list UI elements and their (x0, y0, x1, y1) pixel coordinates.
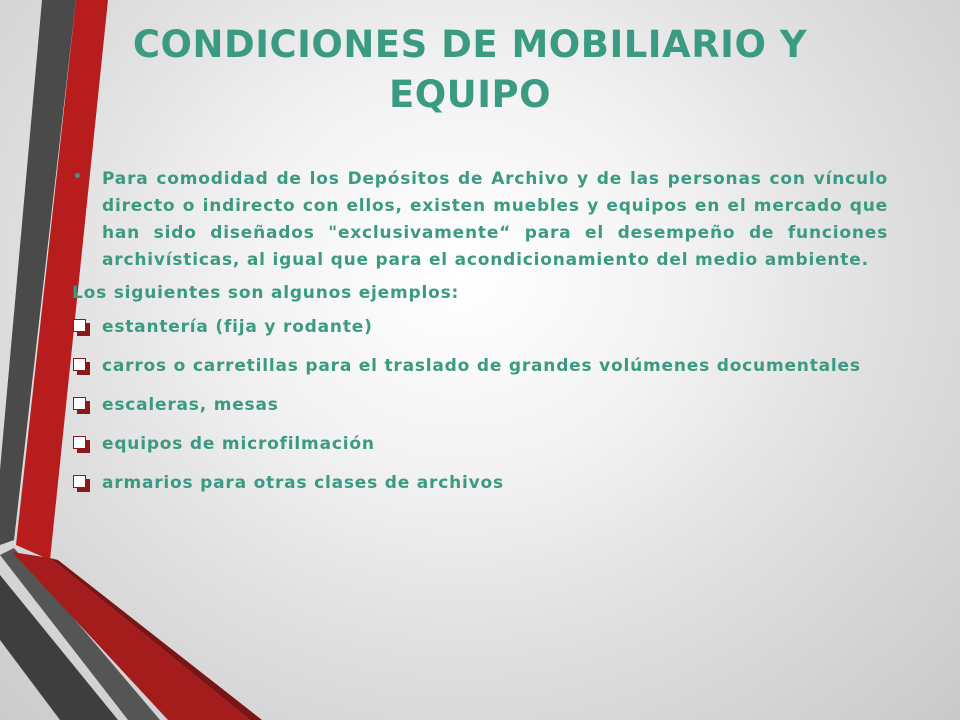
examples-list (68, 315, 888, 495)
main-paragraph (68, 166, 888, 274)
list-item (68, 315, 888, 339)
checkbox-bullet-icon (73, 319, 87, 333)
bullet-dot-icon: • (73, 169, 83, 185)
checkbox-bullet-icon (73, 397, 87, 411)
list-item (68, 432, 888, 456)
slide-content (68, 166, 888, 510)
list-item (68, 471, 888, 495)
list-item (68, 354, 888, 378)
checkbox-bullet-icon (73, 358, 87, 372)
checkbox-bullet-icon (73, 475, 87, 489)
list-item (68, 393, 888, 417)
list-item-label: escaleras, mesas (102, 395, 279, 415)
main-paragraph-text: Para comodidad de los Depósitos de Archivo y de las personas con vínculo directo o indirecto con ellos, existen muebles y equipos en el mercado que han sido diseñados "exclusivamente“ para el desempeño de funciones archivísticas, al igual que para el acondicionamiento del medio ambiente. (102, 169, 888, 270)
examples-intro: Los siguientes son algunos ejemplos: (72, 283, 460, 303)
checkbox-bullet-icon (73, 436, 87, 450)
list-item-label: armarios para otras clases de archivos (102, 473, 504, 493)
slide-title: CONDICIONES DE MOBILIARIO Y EQUIPO (132, 23, 808, 116)
list-item-label: equipos de microfilmación (102, 434, 375, 454)
list-item-label: estantería (fija y rodante) (102, 317, 373, 337)
list-item-label: carros o carretillas para el traslado de grandes volúmenes documentales (102, 356, 861, 376)
